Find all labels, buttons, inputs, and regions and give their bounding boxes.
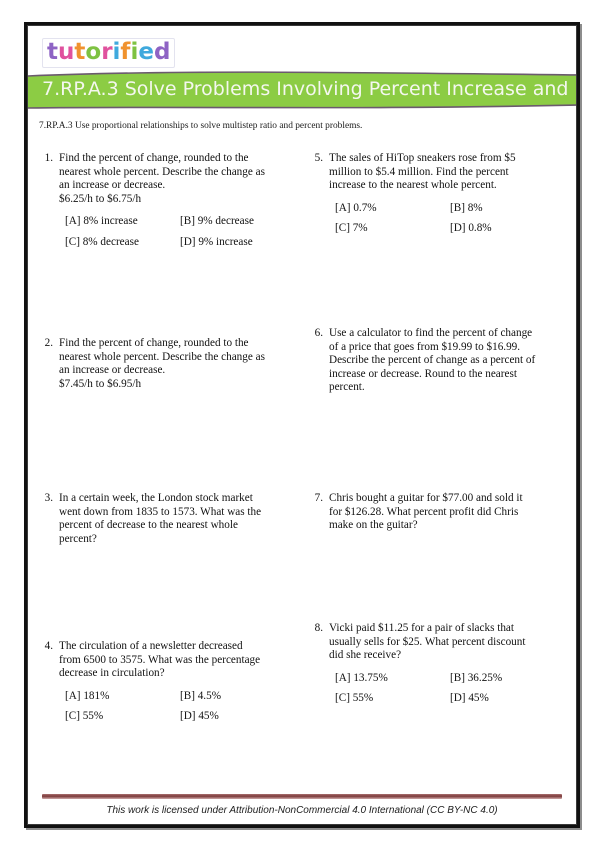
answer-choice-option[interactable]: [C] 55% (65, 710, 104, 723)
question-text-line-0: In a certain week, the London stock market (59, 492, 253, 504)
answer-choice-option[interactable]: [C] 7% (335, 222, 368, 235)
question-block (310, 492, 572, 533)
answer-choice-option[interactable]: [D] 45% (450, 692, 489, 705)
questions-column-right (310, 152, 572, 782)
logo-letter-4: r (101, 39, 113, 65)
question-text (59, 152, 302, 206)
logo-letter-2: t (74, 39, 86, 65)
answer-choices (335, 672, 572, 706)
answer-choice-row (335, 692, 572, 706)
answer-choices (65, 690, 302, 724)
logo-letter-7: i (130, 39, 139, 65)
answer-choice-option[interactable]: [A] 181% (65, 689, 110, 702)
question-text-line-0: Use a calculator to find the percent of change (329, 327, 533, 339)
answer-choice-option[interactable]: [D] 9% increase (180, 235, 253, 248)
answer-choice-option[interactable]: [A] 13.75% (335, 671, 388, 684)
question-number: 3. (44, 492, 53, 504)
question-number: 2. (44, 337, 53, 349)
answer-choice-option[interactable]: [A] 0.7% (335, 201, 377, 214)
question-text-line-1: from 6500 to 3575. What was the percentage (59, 653, 261, 666)
questions-column-left (40, 152, 302, 782)
question-block (40, 337, 302, 391)
answer-choice-option[interactable]: [B] 8% (450, 201, 483, 214)
question-text-line-2: did she receive? (329, 649, 402, 662)
footer (28, 794, 576, 818)
answer-choice-row (335, 202, 572, 216)
answer-choice-row (65, 690, 302, 704)
question-text (59, 640, 302, 681)
worksheet-page-inner (27, 25, 577, 825)
answer-choice-row (65, 236, 302, 250)
question-text-line-2: an increase or decrease. (59, 364, 166, 377)
answer-choice-row (335, 672, 572, 686)
question-text-line-0: The sales of HiTop sneakers rose from $5 (329, 152, 516, 164)
logo-area (28, 26, 576, 70)
question-text-line-0: Find the percent of change, rounded to the (59, 337, 249, 349)
question-row (40, 152, 302, 206)
logo-letter-0: t (47, 39, 58, 65)
question-text-line-3: increase or decrease. Round to the nearest (329, 367, 517, 380)
answer-choices (65, 215, 302, 249)
question-block (310, 622, 572, 713)
answer-choice-row (335, 222, 572, 236)
question-number: 4. (44, 640, 53, 652)
tutorified-logo[interactable] (42, 38, 175, 68)
question-text-line-2: an increase or decrease. (59, 179, 166, 192)
question-block (310, 152, 572, 243)
banner-title: 7.RP.A.3 Solve Problems Involving Percent Increase and (42, 78, 569, 100)
question-text-line-2: percent of decrease to the nearest whole (59, 519, 238, 532)
logo-letter-9: d (153, 39, 171, 65)
question-text-line-3: $7.45/h to $6.95/h (59, 377, 142, 390)
logo-letter-1: u (58, 39, 75, 65)
answer-choice-option[interactable]: [B] 36.25% (450, 671, 503, 684)
logo-letter-3: o (85, 39, 102, 65)
question-text (329, 327, 572, 395)
question-text-line-2: decrease in circulation? (59, 667, 165, 680)
question-text-line-1: nearest whole percent. Describe the change as (59, 350, 265, 363)
question-text (329, 492, 572, 533)
question-text-line-1: nearest whole percent. Describe the change as (59, 165, 265, 178)
logo-letter-6: f (120, 39, 131, 65)
question-text (59, 492, 302, 546)
question-text-line-3: percent? (59, 532, 97, 545)
question-text (329, 152, 572, 193)
question-text-line-2: make on the guitar? (329, 519, 418, 532)
question-text-line-1: went down from 1835 to 1573. What was the (59, 505, 262, 518)
answer-choice-option[interactable]: [C] 55% (335, 692, 374, 705)
question-block (40, 152, 302, 257)
question-text-line-2: increase to the nearest whole percent. (329, 179, 497, 192)
question-number: 6. (314, 327, 323, 339)
standard-banner (28, 70, 576, 110)
question-text-line-1: for $126.28. What percent profit did Chris (329, 505, 519, 518)
question-row (310, 622, 572, 663)
answer-choice-row (65, 710, 302, 724)
question-row (310, 492, 572, 533)
answer-choice-row (65, 215, 302, 229)
question-row (40, 337, 302, 391)
logo-letter-8: e (138, 39, 154, 65)
worksheet-page (24, 22, 580, 828)
question-text-line-1: usually sells for $25. What percent discount (329, 635, 526, 648)
question-text-line-1: million to $5.4 million. Find the percent (329, 165, 509, 178)
license-text: This work is licensed under Attribution-NonCommercial 4.0 International (CC BY-NC 4.0) (106, 805, 498, 816)
standard-description: 7.RP.A.3 Use proportional relationships to solve multistep ratio and percent problems. (39, 121, 363, 131)
question-text-line-0: The circulation of a newsletter decreased (59, 640, 243, 652)
question-number: 8. (314, 622, 323, 634)
question-text-line-3: $6.25/h to $6.75/h (59, 192, 142, 205)
answer-choice-option[interactable]: [D] 45% (180, 710, 219, 723)
answer-choices (335, 202, 572, 236)
answer-choice-option[interactable]: [B] 9% decrease (180, 215, 254, 228)
answer-choice-option[interactable]: [A] 8% increase (65, 215, 138, 228)
question-block (40, 640, 302, 731)
question-text-line-2: Describe the percent of change as a percent of (329, 354, 536, 367)
question-text-line-0: Vicki paid $11.25 for a pair of slacks that (329, 622, 515, 634)
question-row (310, 152, 572, 193)
question-row (40, 640, 302, 681)
question-text (329, 622, 572, 663)
question-row (310, 327, 572, 395)
footer-divider (42, 794, 562, 799)
question-text-line-0: Chris bought a guitar for $77.00 and sold it (329, 492, 523, 504)
question-text-line-4: percent. (329, 381, 365, 394)
question-text (59, 337, 302, 391)
question-text-line-1: of a price that goes from $19.99 to $16.99. (329, 340, 521, 353)
answer-choice-option[interactable]: [B] 4.5% (180, 689, 222, 702)
answer-choice-option[interactable]: [D] 0.8% (450, 222, 492, 235)
question-number: 5. (314, 152, 323, 164)
question-block (310, 327, 572, 395)
question-number: 7. (314, 492, 323, 504)
question-text-line-0: Find the percent of change, rounded to the (59, 152, 249, 164)
question-number: 1. (44, 152, 53, 164)
answer-choice-option[interactable]: [C] 8% decrease (65, 235, 139, 248)
question-row (40, 492, 302, 546)
logo-letter-5: i (112, 39, 121, 65)
question-block (40, 492, 302, 546)
questions-area (28, 152, 576, 782)
